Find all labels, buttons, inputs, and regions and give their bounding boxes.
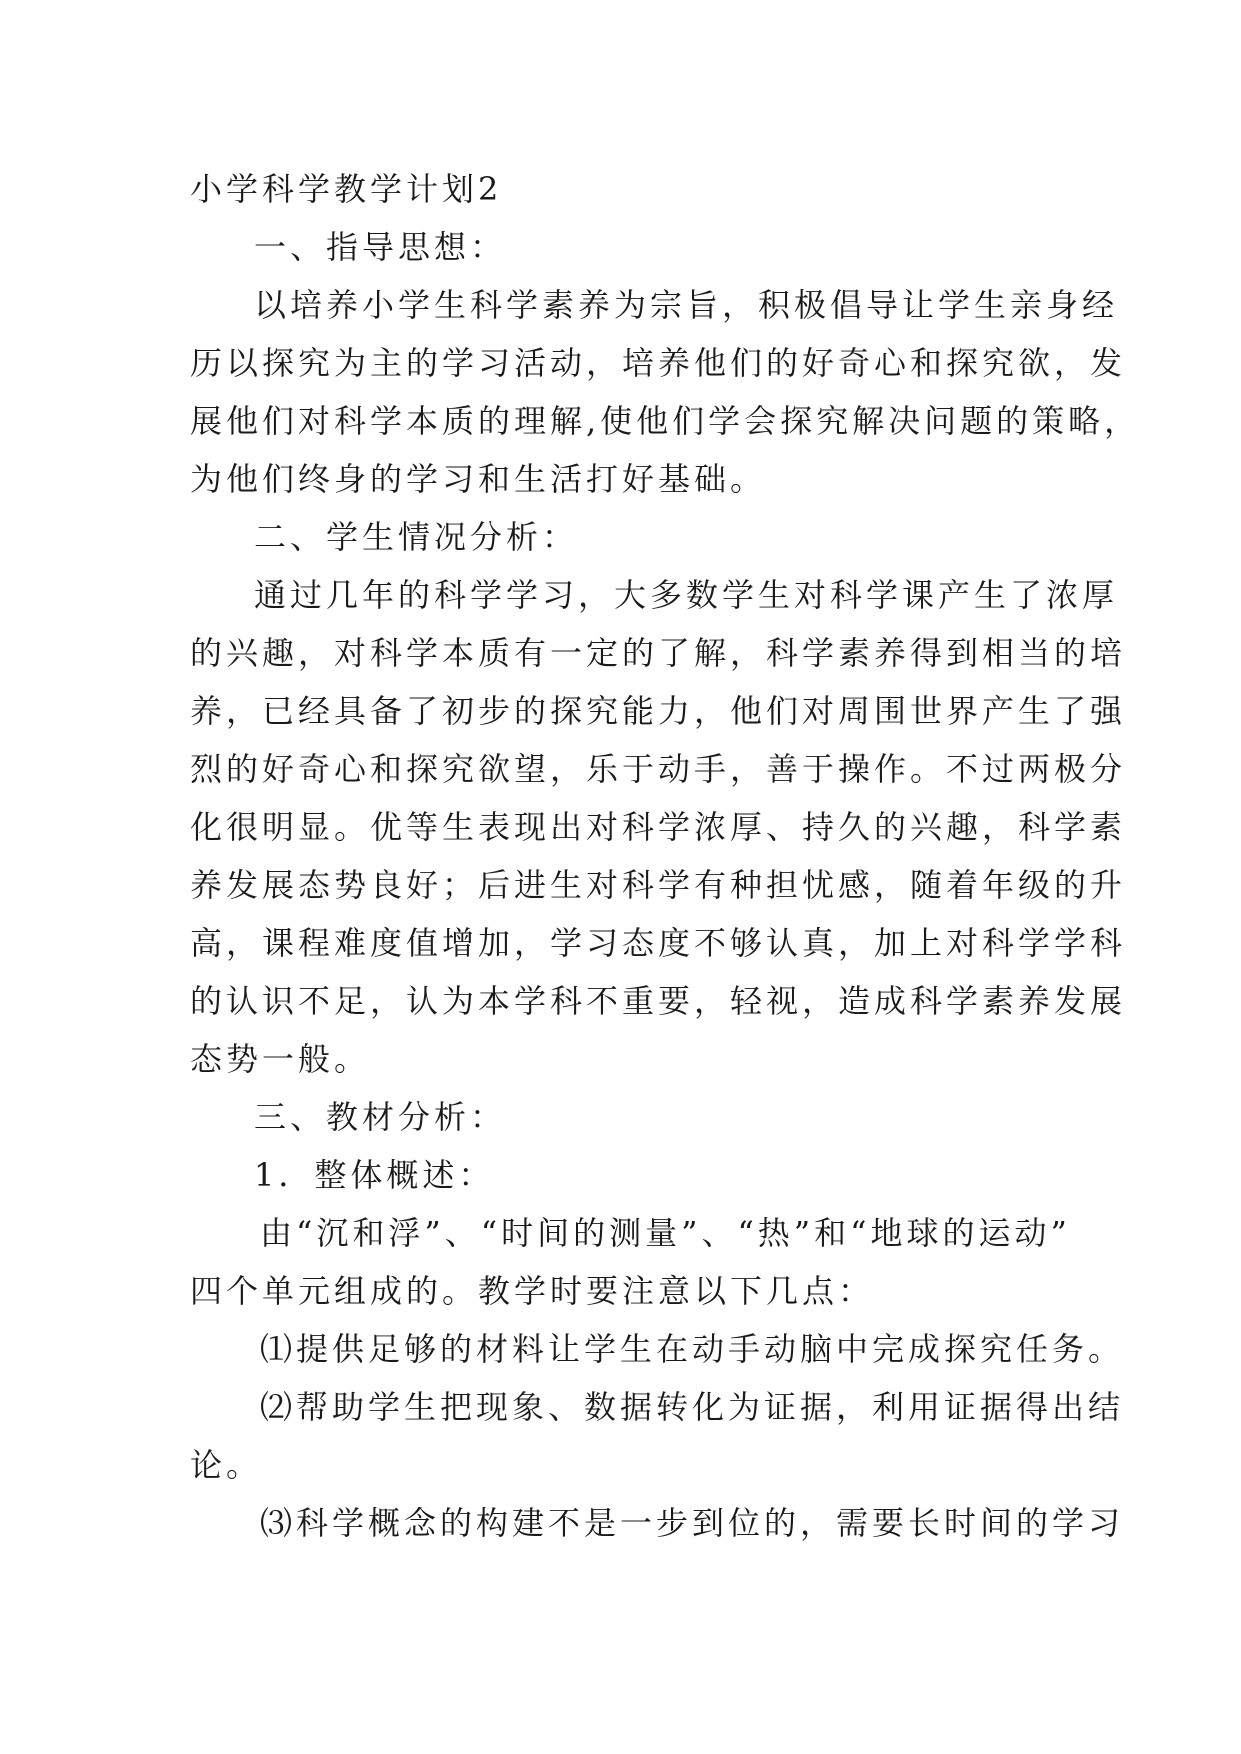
list-item-point-2: ⑵帮助学生把现象、数据转化为证据，利用证据得出结 <box>260 1388 1125 1426</box>
list-item-point-1: ⑴提供足够的材料让学生在动手动脑中完成探究任务。 <box>260 1330 1125 1368</box>
paragraph-line: 的兴趣，对科学本质有一定的了解，科学素养得到相当的培 <box>190 634 1127 672</box>
subsection-heading-overview: 1．整体概述： <box>254 1156 495 1194</box>
paragraph-line: 论。 <box>190 1446 263 1484</box>
paragraph-line: 高，课程难度值增加，学习态度不够认真，加上对科学学科 <box>190 924 1127 962</box>
paragraph-line: 的认识不足，认为本学科不重要，轻视，造成科学素养发展 <box>190 982 1127 1020</box>
paragraph-line: 展他们对科学本质的理解,使他们学会探究解决问题的策略， <box>190 402 1141 440</box>
list-item-point-3: ⑶科学概念的构建不是一步到位的，需要长时间的学习 <box>260 1504 1125 1542</box>
section-heading-textbook-analysis: 三、教材分析： <box>254 1098 507 1136</box>
paragraph-line: 烈的好奇心和探究欲望，乐于动手，善于操作。不过两极分 <box>190 750 1127 788</box>
paragraph-line: 化很明显。优等生表现出对科学浓厚、持久的兴趣，科学素 <box>190 808 1127 846</box>
document-page <box>190 160 1141 1552</box>
paragraph-line: 态势一般。 <box>190 1040 371 1078</box>
section-heading-guiding-idea: 一、指导思想： <box>254 228 507 266</box>
paragraph-line: 以培养小学生科学素养为宗旨，积极倡导让学生亲身经 <box>254 286 1119 324</box>
document-title: 小学科学教学计划2 <box>190 170 503 208</box>
paragraph-line: 为他们终身的学习和生活打好基础。 <box>190 460 767 498</box>
section-heading-student-analysis: 二、学生情况分析： <box>254 518 579 556</box>
paragraph-line: 养发展态势良好；后进生对科学有种担忧感，随着年级的升 <box>190 866 1127 904</box>
paragraph-line: 由“沉和浮”、“时间的测量”、“热”和“地球的运动” <box>260 1214 1071 1252</box>
paragraph-line: 四个单元组成的。教学时要注意以下几点： <box>190 1272 875 1310</box>
paragraph-line: 养，已经具备了初步的探究能力，他们对周围世界产生了强 <box>190 692 1127 730</box>
paragraph-line: 通过几年的科学学习，大多数学生对科学课产生了浓厚 <box>254 576 1119 614</box>
paragraph-line: 历以探究为主的学习活动，培养他们的好奇心和探究欲，发 <box>190 344 1127 382</box>
